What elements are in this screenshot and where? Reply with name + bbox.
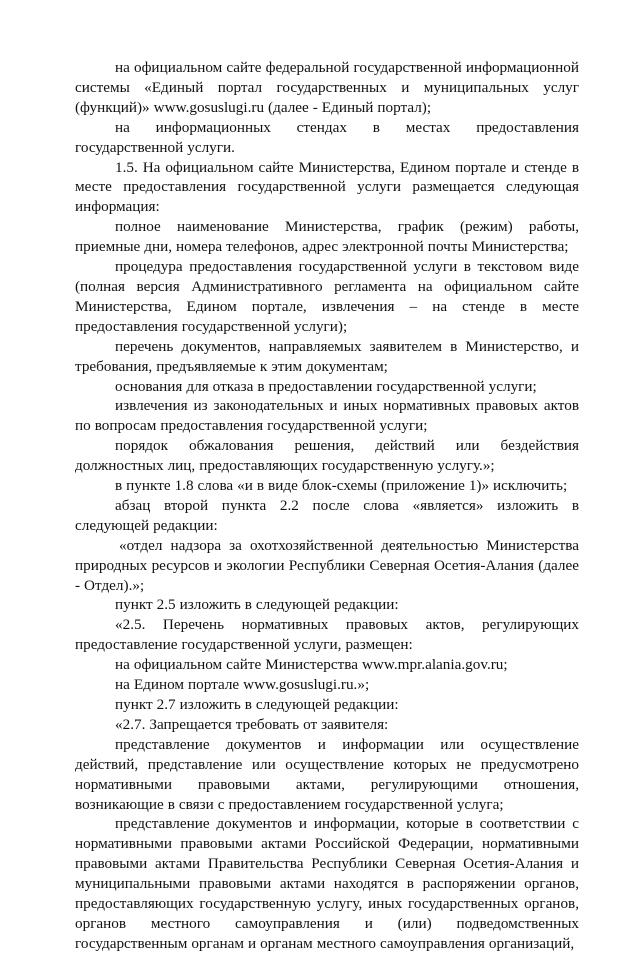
paragraph: на официальном сайте Министерства www.mpr.alania.gov.ru;	[115, 656, 508, 674]
paragraph: перечень документов, направляемых заявителем в Министерство, и требования, предъявляемые к этим документам;	[75, 337, 579, 375]
paragraph: представление документов и информации или осуществление действий, представление или осуществление которых не предусмотрено нормативными правовыми актами, регулирующими отношения, возникающие в связи с предоставлением государственной услуга;	[75, 735, 579, 813]
paragraph: абзац второй пункта 2.2 после слова «является» изложить в следующей редакции:	[75, 496, 579, 534]
paragraph: процедура предоставления государственной услуги в текстовом виде (полная версия Административного регламента на официальном сайте Министерства, Едином портале, извлечения – на стенде в месте предоставления государственной услуги);	[75, 258, 579, 335]
paragraph: «2.5. Перечень нормативных правовых актов, регулирующих предоставление государственной услуги, размещен:	[75, 616, 579, 654]
paragraph: на Едином портале www.gosuslugi.ru.»;	[115, 676, 370, 694]
paragraph: извлечения из законодательных и иных нормативных правовых актов по вопросам предоставления государственной услуги;	[75, 397, 579, 435]
paragraph: «2.7. Запрещается требовать от заявителя:	[115, 715, 389, 733]
paragraph: в пункте 1.8 слова «и в виде блок-схемы (приложение 1)» исключить;	[115, 477, 568, 495]
paragraph: порядок обжалования решения, действий или бездействия должностных лиц, предоставляющих государственную услугу.»;	[75, 437, 579, 475]
document-page	[75, 58, 579, 954]
paragraph: 1.5. На официальном сайте Министерства, Едином портале и стенде в месте предоставления государственной услуги размещается следующая информация:	[75, 158, 579, 216]
paragraph: на официальном сайте федеральной государственной информационной системы «Единый портал государственных и муниципальных услуг (функций)» www.gosuslugi.ru (далее - Единый портал);	[75, 59, 579, 116]
paragraph: основания для отказа в предоставлении государственной услуги;	[115, 377, 537, 395]
paragraph: «отдел надзора за охотхозяйственной деятельностью Министерства природных ресурсов и экологии Республики Северная Осетия-Алания (далее - Отдел).»;	[75, 536, 579, 594]
paragraph: пункт 2.5 изложить в следующей редакции:	[115, 596, 399, 614]
paragraph: полное наименование Министерства, график (режим) работы, приемные дни, номера телефонов, адрес электронной почты Министерства;	[75, 218, 579, 256]
paragraph: на информационных стендах в местах предоставления государственной услуги.	[75, 118, 579, 156]
paragraph: представление документов и информации, которые в соответствии с нормативными правовыми актами Российской Федерации, нормативными правовыми актами Правительства Республики Северная Осетия-Алания и муниципальными правовыми актами находятся в распоряжении органов, предоставляющих государственную услугу, иных государственных органов, органов местного самоуправления и (или) подведомственных государственным органам и органам местного самоуправления организаций,	[75, 815, 579, 952]
paragraph: пункт 2.7 изложить в следующей редакции:	[115, 696, 399, 713]
